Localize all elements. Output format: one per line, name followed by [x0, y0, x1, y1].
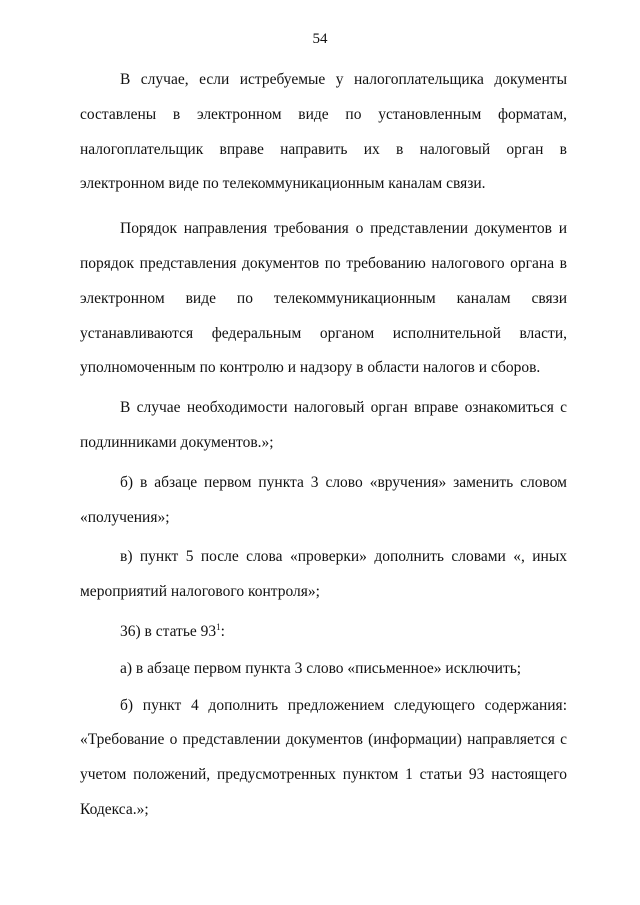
paragraph-article-93-1-heading [80, 615, 567, 650]
article-superscript: 1 [216, 621, 221, 632]
document-body [80, 63, 567, 828]
paragraph-amendment-a-clause-3: а) в абзаце первом пункта 3 слово «письменное» исключить; [120, 659, 522, 677]
paragraph-amendment-b-clause-3: б) в абзаце первом пункта 3 слово «вручения» заменить словом «получения»; [80, 473, 567, 526]
article-heading-text: 36) в статье 93 [120, 622, 217, 640]
paragraph-amendment-b-clause-4: б) пункт 4 дополнить предложением следующего содержания: «Требование о представлении документов (информации) направляется с учетом положений, предусмотренных пунктом 1 статьи 93 настоящего Кодекса.»; [80, 696, 567, 818]
article-heading-colon: : [220, 622, 225, 640]
paragraph-electronic-submission: В случае, если истребуемые у налогоплательщика документы составлены в электронном виде по установленным форматам, налогоплательщик вправе направить их в налоговый орган в электронном виде по телекоммуникационным каналам связи. [80, 71, 567, 193]
paragraph-procedure: Порядок направления требования о представлении документов и порядок представления документов по требованию налогового органа в электронном виде по телекоммуникационным каналам связи устанавливаются федеральным органом исполнительной власти, уполномоченным по контролю и надзору в области налогов и сборов. [80, 220, 567, 377]
paragraph-amendment-v-clause-5: в) пункт 5 после слова «проверки» дополнить словами «, иных мероприятий налогового контроля»; [80, 548, 567, 601]
paragraph-originals: В случае необходимости налоговый орган вправе ознакомиться с подлинниками документов.»; [80, 399, 567, 451]
page-number: 54 [312, 31, 328, 47]
